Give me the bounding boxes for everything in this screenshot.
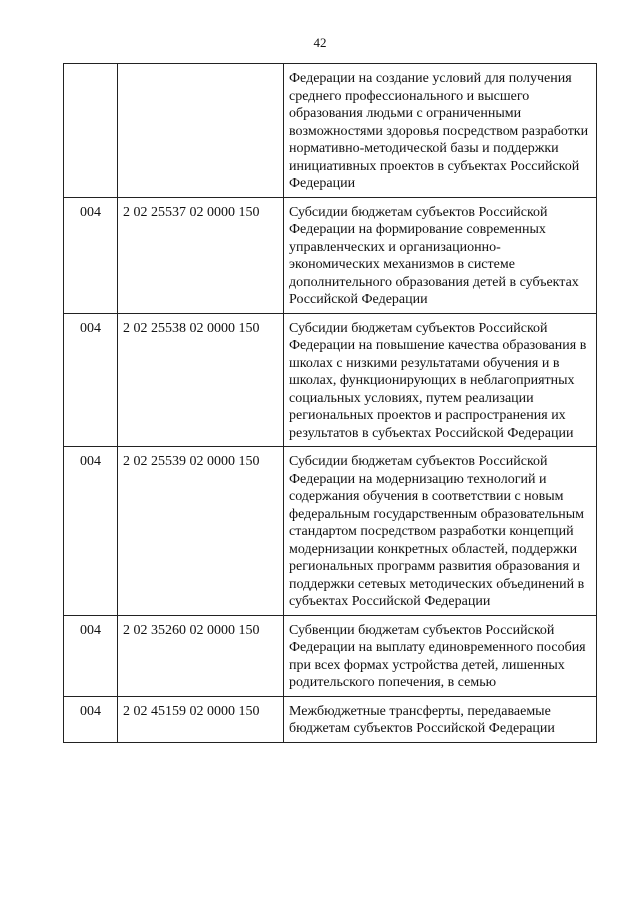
table-row xyxy=(64,615,597,696)
classification-code-cell: 2 02 25538 02 0000 150 xyxy=(118,313,284,447)
admin-code-cell: 004 xyxy=(64,313,118,447)
classification-code-cell: 2 02 25539 02 0000 150 xyxy=(118,447,284,616)
classification-code-cell: 2 02 35260 02 0000 150 xyxy=(118,615,284,696)
description-cell: Субсидии бюджетам субъектов Российской Федерации на формирование современных управленческих и организационно-экономических механизмов в системе дополнительного образования детей в субъектах Российской Федерации xyxy=(284,197,597,313)
table-row xyxy=(64,64,597,198)
admin-code-cell: 004 xyxy=(64,696,118,742)
table-row xyxy=(64,696,597,742)
budget-classification-table xyxy=(63,63,597,743)
classification-code-cell: 2 02 45159 02 0000 150 xyxy=(118,696,284,742)
classification-code-cell: 2 02 25537 02 0000 150 xyxy=(118,197,284,313)
admin-code-cell xyxy=(64,64,118,198)
classification-code-cell xyxy=(118,64,284,198)
description-cell: Субвенции бюджетам субъектов Российской Федерации на выплату единовременного пособия при всех формах устройства детей, лишенных родительского попечения, в семью xyxy=(284,615,597,696)
page-number: 42 xyxy=(313,35,327,50)
admin-code-cell: 004 xyxy=(64,447,118,616)
table-row xyxy=(64,447,597,616)
admin-code-cell: 004 xyxy=(64,615,118,696)
description-cell: Федерации на создание условий для получения среднего профессионального и высшего образования людьми с ограниченными возможностями здоровья посредством разработки нормативно-методической базы и поддержки инициативных проектов в субъектах Российской Федерации xyxy=(284,64,597,198)
admin-code-cell: 004 xyxy=(64,197,118,313)
description-cell: Межбюджетные трансферты, передаваемые бюджетам субъектов Российской Федерации xyxy=(284,696,597,742)
description-cell: Субсидии бюджетам субъектов Российской Федерации на модернизацию технологий и содержания обучения в соответствии с новым федеральным государственным образовательным стандартом посредством разработки концепций модернизации конкретных областей, поддержки региональных программ развития образования и поддержки сетевых методических объединений в субъектах Российской Федерации xyxy=(284,447,597,616)
description-cell: Субсидии бюджетам субъектов Российской Федерации на повышение качества образования в школах с низкими результатами обучения и в школах, функционирующих в неблагоприятных социальных условиях, путем реализации региональных проектов и распространения их результатов в субъектах Российской Федерации xyxy=(284,313,597,447)
table-row xyxy=(64,197,597,313)
table-row xyxy=(64,313,597,447)
